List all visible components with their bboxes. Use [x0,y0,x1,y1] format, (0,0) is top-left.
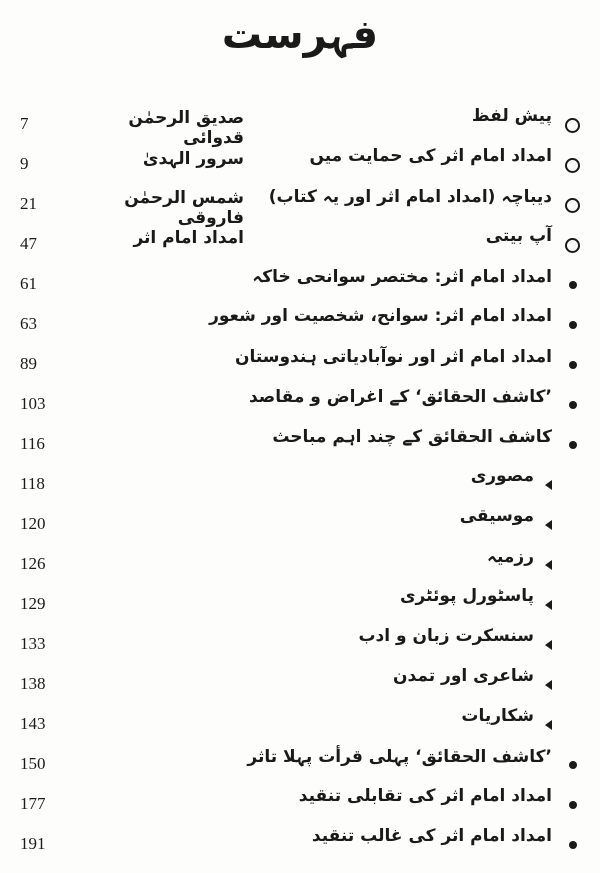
toc-entry [0,306,600,346]
toc-entry-author: شمس الرحمٰن فاروقی [124,188,244,228]
toc-entry-title: امداد امام اثر کی تقابلی تنقید [298,786,552,806]
toc-entry-title: ’کاشف الحقائق‘ کے اغراض و مقاصد [248,387,552,407]
arrow-bullet-icon [545,560,552,570]
toc-entry [0,666,600,706]
toc-entry [0,546,600,586]
circle-bullet-icon [565,238,580,253]
toc-entry-page-number: 129 [20,594,46,613]
dot-bullet-icon [569,361,577,369]
toc-entry-page-number: 21 [20,194,37,213]
page-title: فہرست [221,12,379,58]
toc-entry [0,706,600,746]
toc-entry-author: امداد امام اثر [133,228,244,248]
toc-entry-page-number: 177 [20,794,46,813]
toc-entry [0,826,600,866]
toc-entry-title: امداد امام اثر کی حمایت میں [309,146,552,166]
circle-bullet-icon [565,118,580,133]
dot-bullet-icon [569,281,577,289]
toc-entry-title: امداد امام اثر اور نوآبادیاتی ہندوستان [234,347,552,367]
toc-entry-title: آپ بیتی [485,226,552,246]
toc-entry-page-number: 150 [20,754,46,773]
toc-entry [0,186,600,226]
toc-entry [0,506,600,546]
arrow-bullet-icon [545,480,552,490]
arrow-bullet-icon [545,640,552,650]
toc-entry-page-number: 9 [20,154,29,173]
toc-entry [0,466,600,506]
toc-entry-title: شاعری اور تمدن [393,666,534,686]
toc-entry-page-number: 138 [20,674,46,693]
toc-entry-title: امداد امام اثر: سوانح، شخصیت اور شعور [209,306,552,326]
toc-entry-title: ’کاشف الحقائق‘ پہلی قرأت پہلا تاثر [247,747,552,767]
toc-entry [0,746,600,786]
toc-entry-title: امداد امام اثر کی غالب تنقید [311,826,552,846]
dot-bullet-icon [569,841,577,849]
toc-entry-page-number: 47 [20,234,37,253]
toc-entry-title: پیش لفظ [471,106,552,126]
toc-entry-title: پاسٹورل پوئٹری [399,586,534,606]
toc-entry-page-number: 118 [20,474,45,493]
toc-entry-author: صدیق الرحمٰن قدوائی [128,108,244,148]
arrow-bullet-icon [545,680,552,690]
toc-entry [0,226,600,266]
toc-entry-page-number: 61 [20,274,37,293]
dot-bullet-icon [569,321,577,329]
dot-bullet-icon [569,801,577,809]
toc-entry [0,586,600,626]
toc-entry-page-number: 89 [20,354,37,373]
toc-entry-page-number: 63 [20,314,37,333]
toc-entry-title: موسیقی [459,506,534,526]
toc-entry [0,106,600,146]
toc-entry-page-number: 133 [20,634,46,653]
dot-bullet-icon [569,441,577,449]
toc-entry-title: رزمیہ [487,547,534,567]
dot-bullet-icon [569,401,577,409]
arrow-bullet-icon [545,720,552,730]
toc-entry [0,266,600,306]
toc-entry-page-number: 143 [20,714,46,733]
toc-entry-page-number: 120 [20,514,46,533]
toc-list [0,106,600,866]
toc-entry [0,346,600,386]
arrow-bullet-icon [545,600,552,610]
arrow-bullet-icon [545,520,552,530]
toc-entry [0,146,600,186]
dot-bullet-icon [569,761,577,769]
toc-entry-page-number: 7 [20,114,29,133]
toc-entry [0,786,600,826]
toc-entry-author: سرور الہدیٰ [142,149,244,169]
circle-bullet-icon [565,158,580,173]
toc-entry-page-number: 126 [20,554,46,573]
toc-entry-title: کاشف الحقائق کے چند اہم مباحث [272,427,552,447]
toc-entry-title: مصوری [470,466,534,486]
toc-entry-title: شکاریات [461,706,534,726]
toc-entry [0,426,600,466]
toc-entry-title: دیباچہ (امداد امام اثر اور یہ کتاب) [268,187,552,207]
toc-entry-title: امداد امام اثر: مختصر سوانحی خاکہ [252,267,552,287]
toc-entry-page-number: 103 [20,394,46,413]
toc-entry [0,626,600,666]
toc-entry-title: سنسکرت زبان و ادب [358,626,534,646]
circle-bullet-icon [565,198,580,213]
toc-entry [0,386,600,426]
toc-entry-page-number: 116 [20,434,45,453]
toc-entry-page-number: 191 [20,834,46,853]
